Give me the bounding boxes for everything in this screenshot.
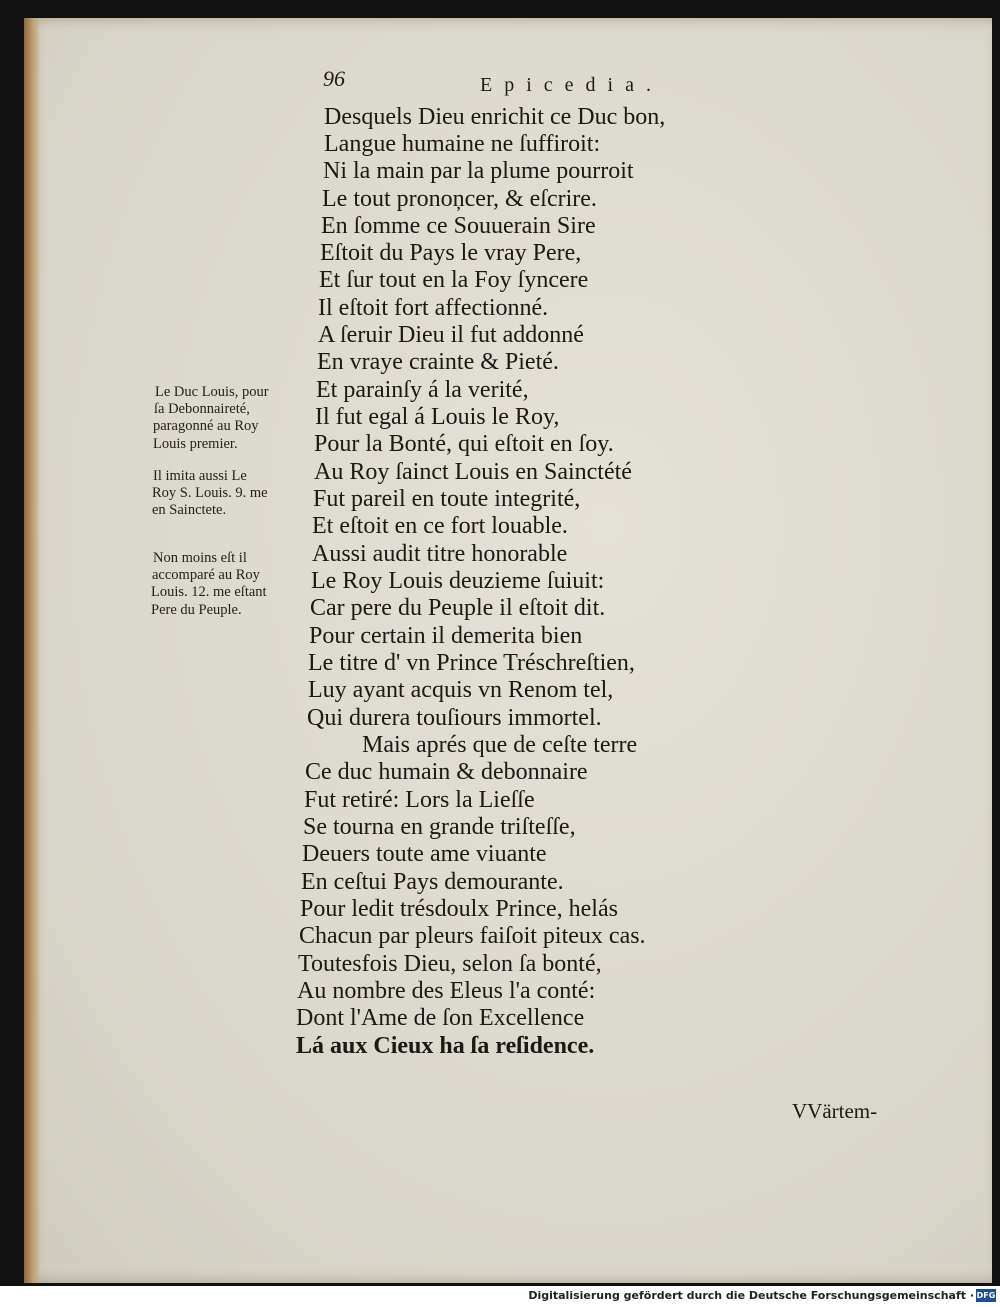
dfg-logo-icon[interactable]: DFG	[976, 1291, 996, 1300]
footer-credit: Digitalisierung gefördert durch die Deutsche Forschungsgemeinschaft ·	[528, 1289, 974, 1302]
catchword: VVärtem-	[792, 1099, 878, 1123]
verse-line: Eſtoit du Pays le vray Pere,	[320, 240, 582, 266]
verse-line-final: Lá aux Cieux ha ſa reſidence.	[296, 1033, 595, 1059]
margin-note-line: en Sainctete.	[152, 502, 227, 518]
verse-line: Et ſur tout en la Foy ſyncere	[319, 267, 589, 293]
verse-line: Se tourna en grande triſteſſe,	[303, 814, 576, 840]
verse-line: Luy ayant acquis vn Renom tel,	[308, 677, 614, 703]
page-number: 96	[323, 66, 345, 91]
verse-line: Aussi audit titre honorable	[312, 541, 568, 567]
verse-line: En vraye crainte & Pieté.	[317, 349, 559, 375]
margin-note-line: paragonné au Roy	[153, 418, 259, 434]
verse-line: Qui durera touſiours immortel.	[307, 705, 602, 731]
verse-line: En ceſtui Pays demourante.	[301, 869, 564, 895]
verse-line: Ce duc humain & debonnaire	[305, 759, 588, 785]
verse-line: En ſomme ce Souuerain Sire	[321, 213, 596, 239]
page-spine-shadow	[24, 18, 40, 1283]
margin-note-line: Louis premier.	[153, 436, 238, 452]
verse-line: Langue humaine ne ſuffiroit:	[324, 131, 601, 157]
margin-note-line: Il imita aussi Le	[153, 468, 247, 484]
verse-line: Dont l'Ame de ſon Excellence	[296, 1005, 585, 1031]
verse-line: Le Roy Louis deuzieme ſuiuit:	[311, 568, 605, 594]
margin-note-line: Pere du Peuple.	[151, 602, 242, 618]
verse-line: Au Roy ſainct Louis en Sainctété	[314, 459, 632, 485]
verse-line: Pour la Bonté, qui eſtoit en ſoy.	[314, 431, 614, 457]
margin-note-line: Le Duc Louis, pour	[155, 384, 269, 400]
verse-line-indented: Mais aprés que de ceſte terre	[362, 732, 638, 758]
verse-line: Car pere du Peuple il eſtoit dit.	[310, 595, 606, 621]
verse-line: Ni la main par la plume pourroit	[323, 158, 634, 184]
verse-line: Il eſtoit fort affectionné.	[318, 295, 549, 321]
verse-line: A ſeruir Dieu il fut addonné	[318, 322, 584, 348]
margin-note-line: accomparé au Roy	[152, 567, 260, 583]
verse-line: Toutesfois Dieu, selon ſa bonté,	[298, 951, 602, 977]
verse-line: Le tout pronoņcer, & eſcrire.	[322, 186, 597, 212]
verse-line: Desquels Dieu enrichit ce Duc bon,	[324, 104, 666, 130]
running-head: Epicedia.	[480, 74, 663, 96]
verse-line: Pour ledit trésdoulx Prince, helás	[300, 896, 618, 922]
verse-line: Au nombre des Eleus l'a conté:	[297, 978, 596, 1004]
verse-line: Fut retiré: Lors la Lieſſe	[304, 787, 535, 813]
verse-line: Le titre d' vn Prince Tréschreſtien,	[308, 650, 635, 676]
verse-line: Deuers toute ame viuante	[302, 841, 547, 867]
verse-line: Et parainſy á la verité,	[316, 377, 529, 403]
margin-note-line: ſa Debonnaireté,	[154, 401, 250, 417]
margin-note-line: Non moins eſt il	[153, 550, 247, 566]
margin-note-line: Roy S. Louis. 9. me	[152, 485, 268, 501]
verse-line: Il fut egal á Louis le Roy,	[315, 404, 560, 430]
verse-line: Pour certain il demerita bien	[309, 623, 583, 649]
margin-note-line: Louis. 12. me eſtant	[151, 584, 267, 600]
verse-line: Et eſtoit en ce fort louable.	[312, 513, 568, 539]
verse-line: Chacun par pleurs faiſoit piteux cas.	[299, 923, 646, 949]
verse-line: Fut pareil en toute integrité,	[313, 486, 581, 512]
